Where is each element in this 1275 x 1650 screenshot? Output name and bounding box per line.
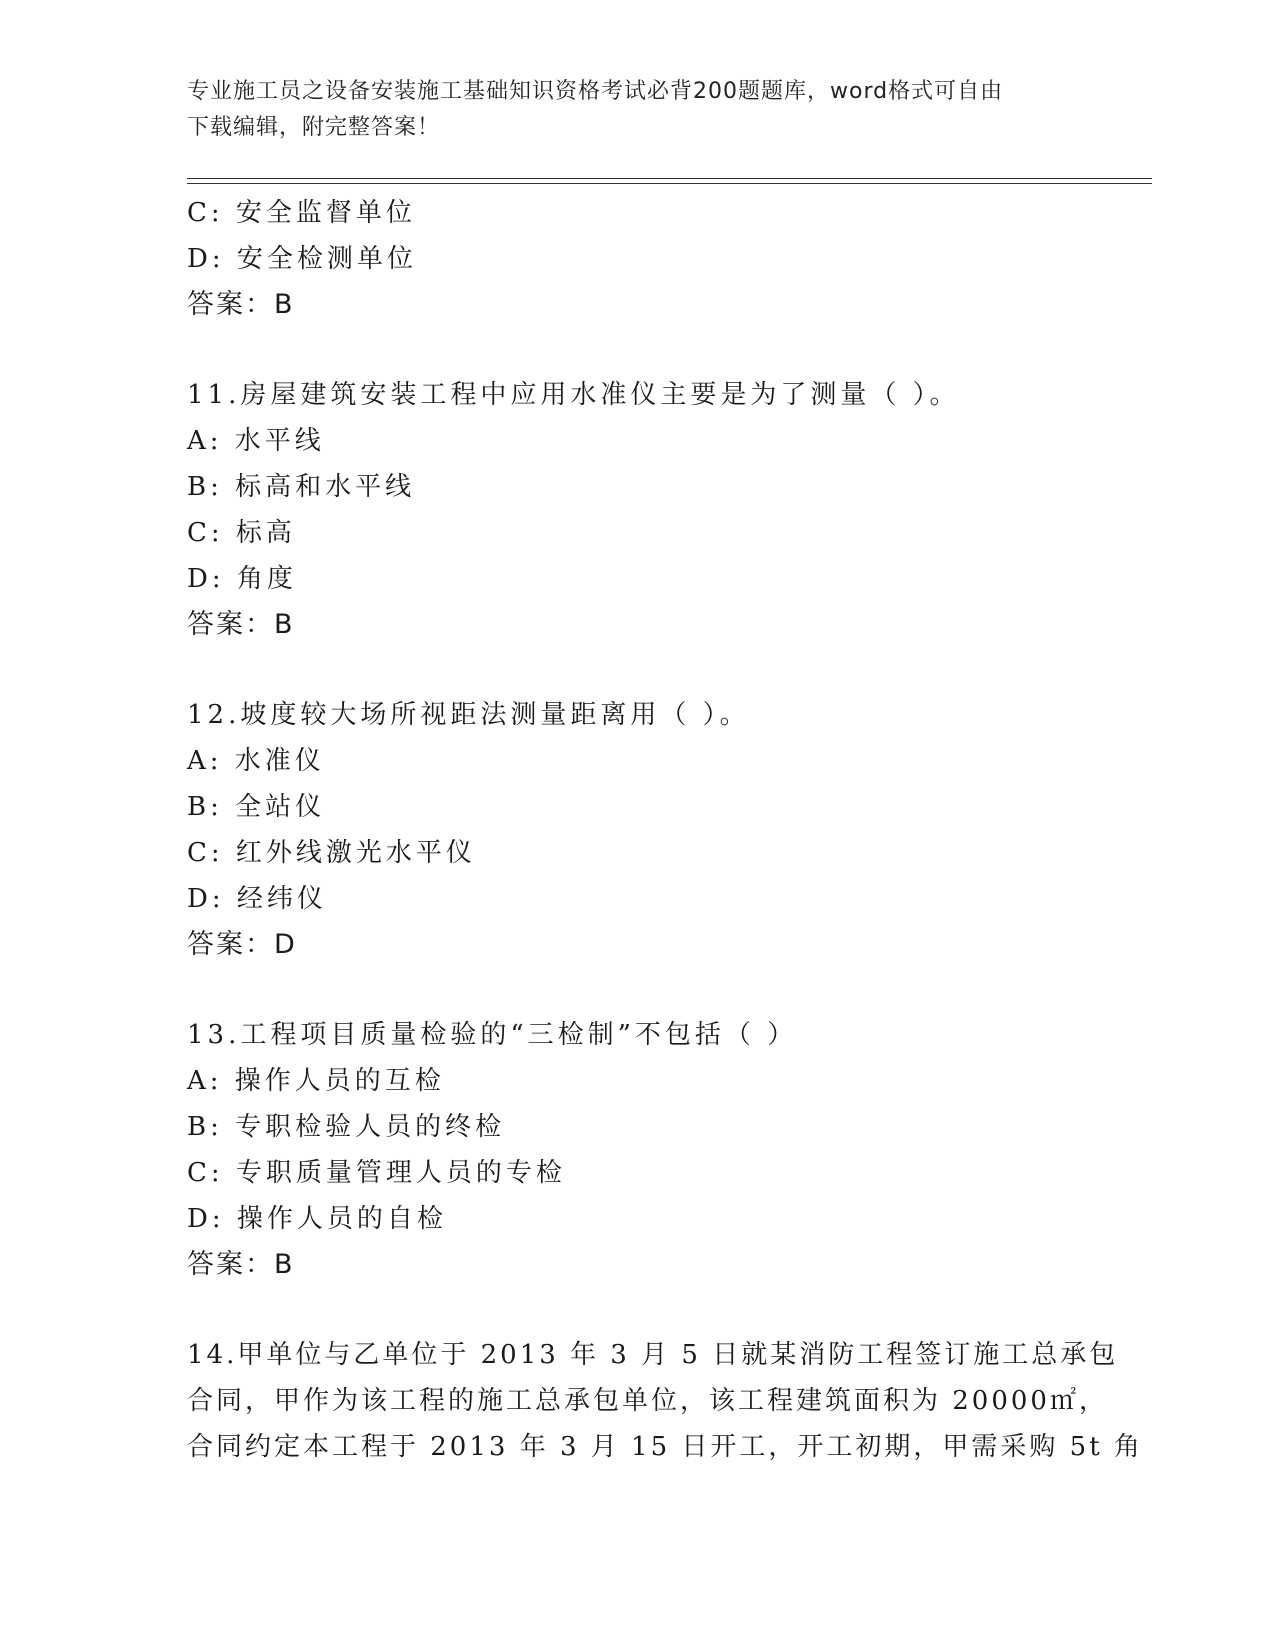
option-a: A: 水平线 [187, 426, 325, 456]
option-b: B: 全站仪 [187, 792, 326, 822]
question-12 [187, 692, 1087, 968]
option-d: D: 经纬仪 [187, 884, 327, 914]
option-b: B: 专职检验人员的终检 [187, 1112, 506, 1142]
question-spacer [187, 1288, 1087, 1332]
header-title-line-2: 下载编辑，附完整答案！ [187, 115, 441, 140]
question-11 [187, 372, 1087, 648]
question-text: 11.房屋建筑安装工程中应用水准仪主要是为了测量（ ）。 [187, 380, 960, 410]
option-c: C: 专职质量管理人员的专检 [187, 1158, 566, 1188]
question-13 [187, 1012, 1087, 1288]
question-spacer [187, 328, 1087, 372]
option-a: A: 水准仪 [187, 746, 325, 776]
option-d: D: 操作人员的自检 [187, 1204, 447, 1234]
answer-line: 答案：B [187, 1249, 295, 1280]
document-header [187, 74, 1077, 146]
option-c: C: 红外线激光水平仪 [187, 838, 476, 868]
question-text-line-1: 14.甲单位与乙单位于 2013 年 3 月 5 日就某消防工程签订施工总承包 [187, 1340, 1119, 1370]
header-divider-bottom [187, 183, 1152, 184]
question-list [187, 190, 1143, 1470]
header-title-line-1: 专业施工员之设备安装施工基础知识资格考试必背200题题库，word格式可自由 [187, 79, 1004, 104]
question-14 [187, 1332, 1143, 1470]
option-d: D: 安全检测单位 [187, 244, 417, 274]
question-text-line-2: 合同，甲作为该工程的施工总承包单位，该工程建筑面积为 20000㎡， [187, 1386, 1108, 1416]
answer-line: 答案：D [187, 929, 297, 960]
header-divider-top [187, 178, 1152, 179]
option-c: C: 安全监督单位 [187, 198, 416, 228]
question-spacer [187, 968, 1087, 1012]
option-a: A: 操作人员的互检 [187, 1066, 445, 1096]
question-text-line-3: 合同约定本工程于 2013 年 3 月 15 日开工，开工初期，甲需采购 5t 角 [187, 1432, 1143, 1462]
question-spacer [187, 648, 1087, 692]
question-text: 12.坡度较大场所视距法测量距离用（ ）。 [187, 700, 750, 730]
option-b: B: 标高和水平线 [187, 472, 416, 502]
answer-line: 答案：B [187, 289, 295, 320]
option-c: C: 标高 [187, 518, 296, 548]
question-10-tail [187, 190, 1087, 328]
question-text: 13.工程项目质量检验的“三检制”不包括（ ） [187, 1020, 798, 1050]
option-d: D: 角度 [187, 564, 297, 594]
answer-line: 答案：B [187, 609, 295, 640]
